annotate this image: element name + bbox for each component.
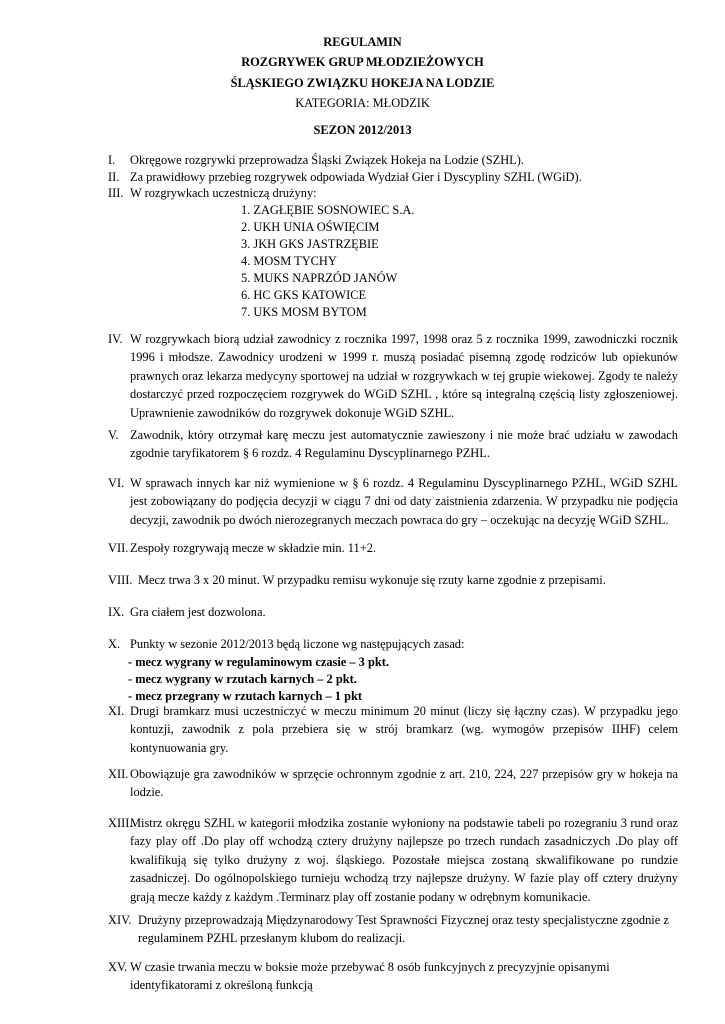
section-8: [108, 571, 678, 589]
section-13: [108, 814, 678, 906]
section-number: VII.: [108, 541, 129, 555]
section-7: [108, 539, 678, 557]
category-label: KATEGORIA: MŁODZIK: [295, 96, 430, 110]
section-9: [108, 603, 678, 621]
section-text: W rozgrywkach biorą udział zawodnicy z rocznika 1997, 1998 oraz 5 z rocznika 1999, zawodniczki rocznik 1996 i młodsze. Zawodnicy urodzeni w 1999 r. muszą posiadać pisemną zgodę rodziców lub opiekunów prawnych oraz lekarza medycyny sportowej na udział w rozgrywkach w tej grupie wiekowej. Zgody te należy dostarczyć przed rozpoczęciem rozgrywek do WGiD SZHL , które są integralną częścią listy zgłoszeniowej. Uprawnienie zawodników do rozgrywek dokonuje WGiD SZHL.: [130, 332, 678, 420]
section-number: XIV.: [108, 913, 132, 927]
section-12: [108, 765, 678, 802]
section-text: Okręgowe rozgrywki przeprowadza Śląski Związek Hokeja na Lodzie (SZHL).: [130, 153, 524, 167]
section-number: X.: [108, 637, 121, 651]
section-text: Obowiązuje gra zawodników w sprzęcie ochronnym zgodnie z art. 210, 224, 227 przepisów gry w hokeja na lodzie.: [130, 767, 678, 800]
team-item: 6. HC GKS KATOWICE: [241, 288, 367, 302]
section-text: W rozgrywkach uczestniczą drużyny:: [130, 186, 317, 200]
title-regulamin: REGULAMIN: [323, 35, 402, 49]
section-number: III.: [108, 186, 124, 200]
team-item: 3. JKH GKS JASTRZĘBIE: [241, 237, 379, 251]
points-rule-win: - mecz wygrany w regulaminowym czasie – 3 pkt.: [128, 655, 389, 669]
team-item: 2. UKH UNIA OŚWIĘCIM: [241, 220, 380, 234]
season-label: SEZON 2012/2013: [313, 123, 412, 137]
section-number: IX.: [108, 605, 125, 619]
section-number: XV.: [108, 960, 128, 974]
team-item: 7. UKS MOSM BYTOM: [241, 305, 367, 319]
section-14: [108, 911, 678, 948]
section-number: V.: [108, 428, 119, 442]
section-text: Zawodnik, który otrzymał karę meczu jest automatycznie zawieszony i nie może brać udziału w zawodach zgodnie taryfikatorem § 6 rozdz. 4 Regulaminu Dyscyplinarnego PZHL.: [130, 428, 678, 461]
section-number: IV.: [108, 332, 123, 346]
section-text: Drugi bramkarz musi uczestniczyć w meczu minimum 20 minut (liczy się łączny czas). W przypadku jego kontuzji, zawodnik z pola przebiera się w strój bramkarz (wg. wymogów przepisów IIHF) celem kontynuowania gry.: [130, 704, 678, 755]
section-text: Za prawidłowy przebieg rozgrywek odpowiada Wydział Gier i Dyscypliny SZHL (WGiD).: [130, 170, 582, 184]
section-4: [108, 330, 678, 422]
section-text: Mecz trwa 3 x 20 minut. W przypadku remisu wykonuje się rzuty karne zgodnie z przepisami.: [138, 573, 606, 587]
section-text: W czasie trwania meczu w boksie może przebywać 8 osób funkcyjnych z precyzyjnie opisanymi identyfikatorami z określoną funkcją: [130, 960, 610, 993]
section-text: W sprawach innych kar niż wymienione w § 6 rozdz. 4 Regulaminu Dyscyplinarnego PZHL, WGiD SZHL jest zobowiązany do podjęcia decyzji w ciągu 7 dni od daty zaistnienia zdarzenia. W przypadku nie podjęcia decyzji, zawodnik po dwóch nierozegranych meczach powraca do gry – oczekując na decyzję WGiD SZHL.: [130, 476, 678, 527]
section-5: [108, 426, 678, 463]
section-15: [108, 958, 678, 995]
section-number: II.: [108, 170, 120, 184]
team-item: 5. MUKS NAPRZÓD JANÓW: [241, 271, 398, 285]
section-number: XII.: [108, 767, 129, 781]
section-text: Punkty w sezonie 2012/2013 będą liczone wg następujących zasad:: [130, 637, 465, 651]
section-1: [108, 151, 678, 169]
section-6: [108, 474, 678, 529]
section-text: Mistrz okręgu SZHL w kategorii młodzika zostanie wyłoniony na podstawie tabeli po rozegraniu 3 rund oraz fazy play off .Do play off wchodzą cztery drużyny najlepsze po trzech rundach zasadniczych .Do play off kwalifikują się tylko drużyny z woj. śląskiego. Pozostałe miejsca zostaną skwalifikowane po rundzie zasadniczej. Do ogólnopolskiego turnieju wchodzą trzy najlepsze drużyny. W fazie play off cztery drużyny grają mecze każdy z każdym .Terminarz play off zostanie podany w odrębnym komunikacie.: [130, 816, 678, 904]
section-text: Gra ciałem jest dozwolona.: [130, 605, 266, 619]
title-rozgrywek: ROZGRYWEK GRUP MŁODZIEŻOWYCH: [241, 55, 484, 69]
section-number: XI.: [108, 704, 125, 718]
title-zwiazek: ŚLĄSKIEGO ZWIĄZKU HOKEJA NA LODZIE: [230, 76, 495, 90]
section-number: XIII.: [108, 816, 133, 830]
points-rule-shootout-win: - mecz wygrany w rzutach karnych – 2 pkt.: [128, 672, 357, 686]
section-text: Zespoły rozgrywają mecze w składzie min. 11+2.: [130, 541, 376, 555]
points-rule-shootout-loss: - mecz przegrany w rzutach karnych – 1 pkt: [128, 689, 363, 703]
section-number: I.: [108, 153, 116, 167]
team-item: 1. ZAGŁĘBIE SOSNOWIEC S.A.: [241, 203, 415, 217]
section-text: Drużyny przeprowadzają Międzynarodowy Test Sprawności Fizycznej oraz testy specjalistyczne zgodnie z regulaminem PZHL przesłanym klubom do realizacji.: [138, 913, 669, 946]
section-10: [108, 635, 678, 653]
team-item: 4. MOSM TYCHY: [241, 254, 337, 268]
section-3: [108, 184, 678, 202]
section-11: [108, 702, 678, 757]
section-number: VI.: [108, 476, 125, 490]
section-number: VIII.: [108, 573, 133, 587]
